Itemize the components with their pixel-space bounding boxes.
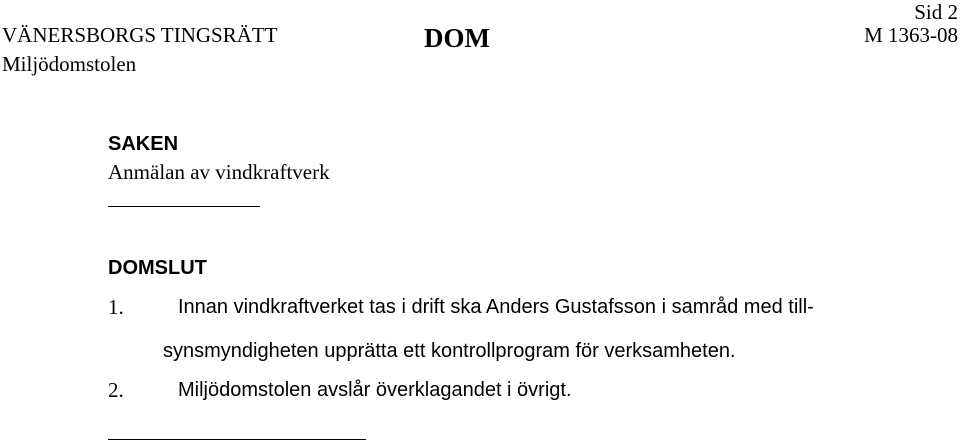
document-type: DOM — [424, 23, 490, 53]
saken-heading: SAKEN — [108, 133, 179, 155]
case-number: M 1363-08 — [864, 23, 958, 47]
court-unit: Miljödomstolen — [2, 52, 137, 76]
page-number: Sid 2 — [914, 0, 958, 24]
court-name: VÄNERSBORGS TINGSRÄTT — [2, 23, 278, 47]
end-rule — [108, 439, 366, 440]
domslut-item-text: Innan vindkraftverket tas i drift ska Anders Gustafsson i samråd med till- — [178, 296, 814, 318]
domslut-heading: DOMSLUT — [108, 257, 207, 279]
domslut-item-number: 2. — [108, 378, 124, 402]
domslut-item-number: 1. — [108, 295, 124, 319]
saken-text: Anmälan av vindkraftverk — [108, 160, 330, 184]
domslut-item-text: synsmyndigheten upprätta ett kontrollprogram för verksamheten. — [163, 340, 736, 362]
domslut-item-text: Miljödomstolen avslår överklagandet i övrigt. — [178, 379, 572, 401]
divider-rule — [108, 206, 260, 207]
